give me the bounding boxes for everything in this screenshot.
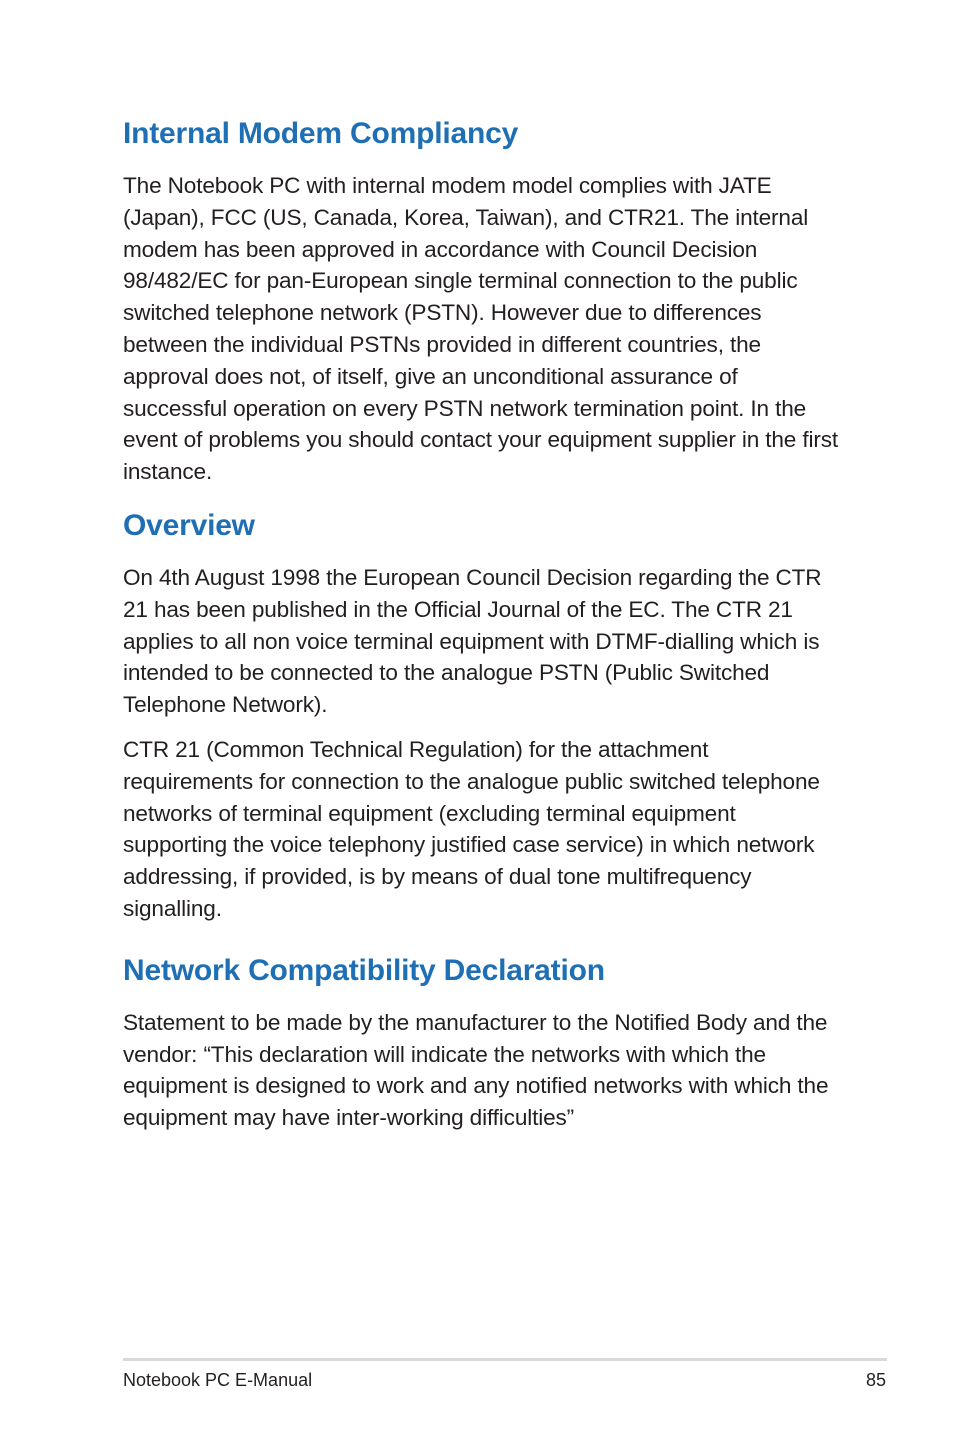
section-heading-internal-modem-compliancy: Internal Modem Compliancy (123, 117, 519, 150)
paragraph-overview-1: On 4th August 1998 the European Council Decision regarding the CTR 21 has been published in the Official Journal of the EC. The CTR 21 applies to all non voice terminal equipment with DTMF-dialling which is intended to be connected to the analogue PSTN (Public Switched Telephone Network). (123, 564, 822, 718)
section-heading-overview: Overview (123, 508, 255, 542)
paragraph-internal-modem-compliancy: The Notebook PC with internal modem model complies with JATE (Japan), FCC (US, Canada, Korea, Taiwan), and CTR21. The internal modem has been approved in accordance with Council Decision 98/482/EC for pan-European single terminal connection to the public switched telephone network (PSTN). However due to differences between the individual PSTNs provided in different countries, the approval does not, of itself, give an unconditional assurance of successful operation on every PSTN network termination point. In the event of problems you should contact your equipment supplier in the first instance. (123, 173, 838, 485)
footer-page-number: 85 (865, 1370, 886, 1390)
footer-manual-title: Notebook PC E-Manual (123, 1370, 313, 1390)
footer-divider (123, 1358, 887, 1361)
page-content (123, 112, 843, 1134)
paragraph-network-compatibility-declaration: Statement to be made by the manufacturer to the Notified Body and the vendor: “This declaration will indicate the networks with which the equipment is designed to work and any notified networks with which the equipment may have inter-working difficulties” (123, 1009, 829, 1131)
paragraph-overview-2: CTR 21 (Common Technical Regulation) for the attachment requirements for connection to the analogue public switched telephone networks of terminal equipment (excluding terminal equipment supporting the voice telephony justified case service) in which network addressing, if provided, is by means of dual tone multifrequency signalling. (123, 736, 820, 921)
section-heading-network-compatibility-declaration: Network Compatibility Declaration (123, 953, 605, 987)
